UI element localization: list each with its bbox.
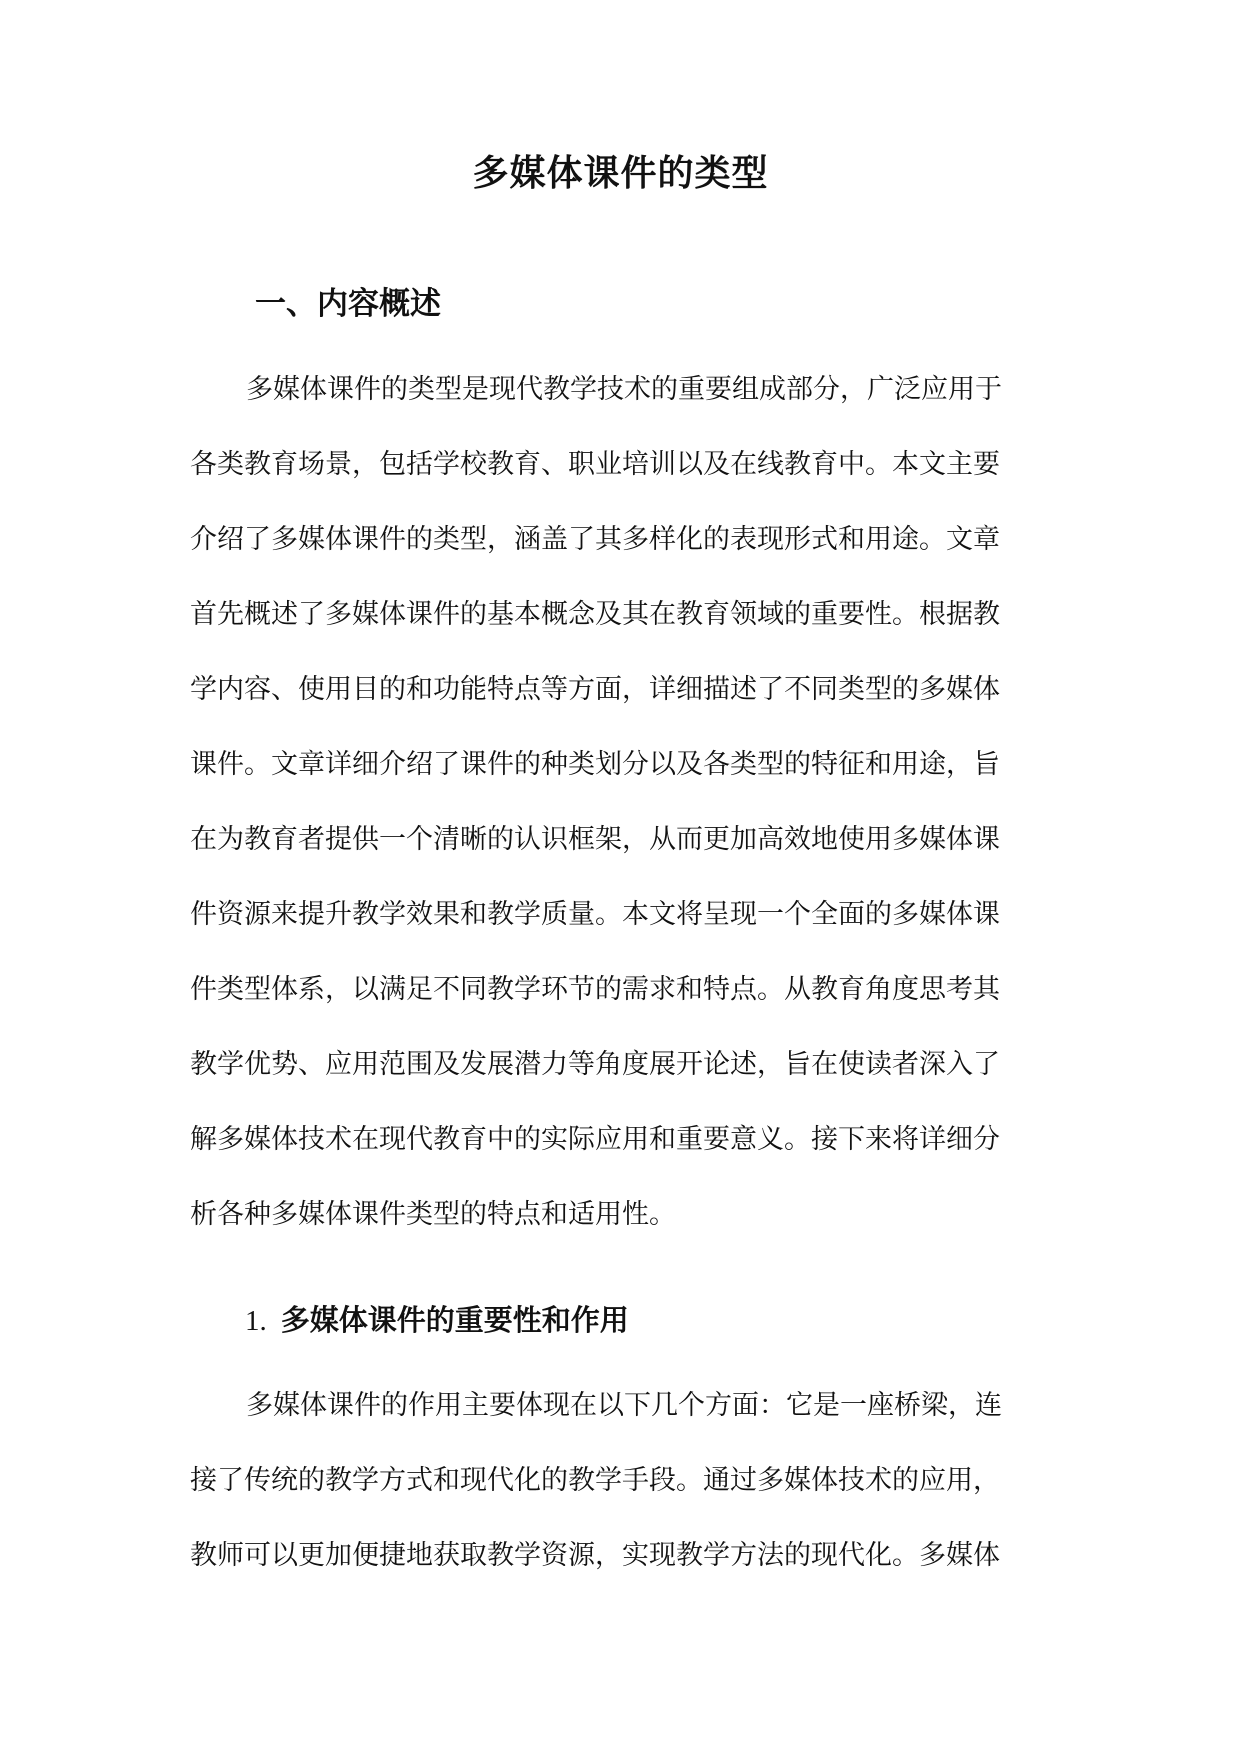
paragraph-line: 教师可以更加便捷地获取教学资源，实现教学方法的现代化。多媒体	[190, 1540, 1000, 1571]
section-heading-overview: 一、内容概述	[255, 286, 441, 322]
paragraph-line: 多媒体课件的作用主要体现在以下几个方面：它是一座桥梁，连	[246, 1390, 1002, 1421]
paragraph-line: 件类型体系，以满足不同教学环节的需求和特点。从教育角度思考其	[190, 974, 1000, 1005]
paragraph-line: 多媒体课件的类型是现代教学技术的重要组成部分，广泛应用于	[246, 374, 1002, 405]
paragraph-line: 析各种多媒体课件类型的特点和适用性。	[190, 1199, 676, 1230]
subsection-number: 1.	[245, 1305, 267, 1337]
paragraph-line: 各类教育场景，包括学校教育、职业培训以及在线教育中。本文主要	[190, 449, 1000, 480]
subsection-heading-importance	[245, 1300, 629, 1341]
paragraph-line: 解多媒体技术在现代教育中的实际应用和重要意义。接下来将详细分	[190, 1124, 1000, 1155]
paragraph-line: 在为教育者提供一个清晰的认识框架，从而更加高效地使用多媒体课	[190, 824, 1000, 855]
paragraph-line: 学内容、使用目的和功能特点等方面，详细描述了不同类型的多媒体	[190, 674, 1000, 705]
overview-paragraph	[190, 352, 1052, 1252]
subsection-heading-text: 多媒体课件的重要性和作用	[280, 1303, 629, 1337]
paragraph-line: 课件。文章详细介绍了课件的种类划分以及各类型的特征和用途，旨	[190, 749, 1000, 780]
paragraph-line: 接了传统的教学方式和现代化的教学手段。通过多媒体技术的应用，	[190, 1465, 1000, 1496]
paragraph-line: 件资源来提升教学效果和教学质量。本文将呈现一个全面的多媒体课	[190, 899, 1000, 930]
paragraph-line: 首先概述了多媒体课件的基本概念及其在教育领域的重要性。根据教	[190, 599, 1000, 630]
importance-paragraph	[190, 1368, 1052, 1593]
paragraph-line: 介绍了多媒体课件的类型，涵盖了其多样化的表现形式和用途。文章	[190, 524, 1000, 555]
paragraph-line: 教学优势、应用范围及发展潜力等角度展开论述，旨在使读者深入了	[190, 1049, 1000, 1080]
document-title: 多媒体课件的类型	[472, 153, 769, 194]
